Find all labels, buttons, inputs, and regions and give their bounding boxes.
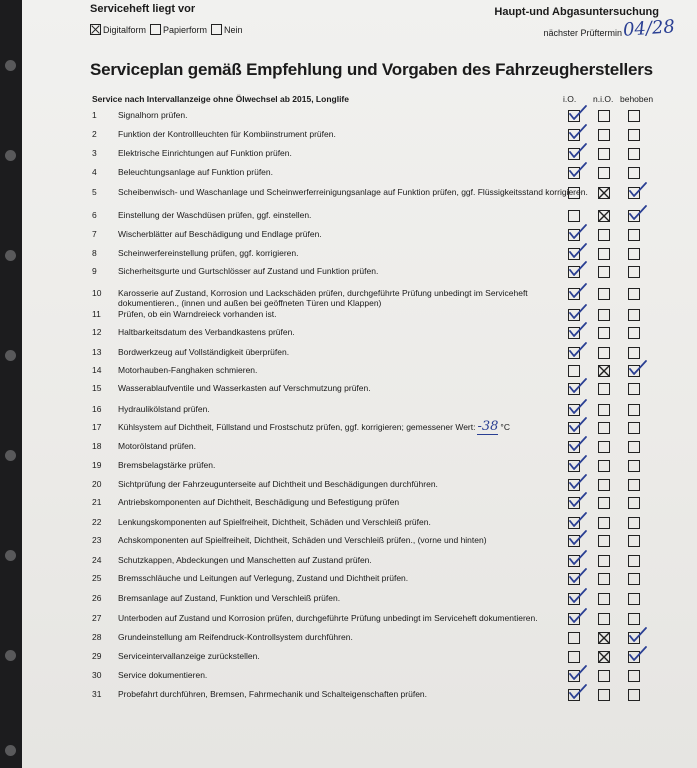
checkbox-ok[interactable] xyxy=(568,365,580,377)
checkmark-icon xyxy=(568,284,590,302)
checkmark-icon xyxy=(568,244,590,262)
item-number: 4 xyxy=(92,167,97,177)
item-text-label: Einstellung der Waschdüsen prüfen, ggf. einstellen. xyxy=(118,210,312,220)
checkmark-icon xyxy=(568,589,590,607)
checkbox-not-ok[interactable] xyxy=(598,148,610,160)
checkbox-ok[interactable] xyxy=(568,613,580,625)
item-number: 19 xyxy=(92,460,102,470)
checkbox-fixed[interactable] xyxy=(628,593,640,605)
item-text xyxy=(118,148,588,158)
item-number: 3 xyxy=(92,148,97,158)
checkmark-icon xyxy=(568,493,590,511)
item-text-label: Motorhauben-Fanghaken schmieren. xyxy=(118,365,258,375)
checkmark-icon xyxy=(568,418,590,436)
item-text xyxy=(118,229,588,239)
checkbox-not-ok[interactable] xyxy=(598,288,610,300)
item-number: 22 xyxy=(92,517,102,527)
checkmark-icon xyxy=(568,685,590,703)
checkmark-icon xyxy=(568,379,590,397)
item-number: 17 xyxy=(92,422,102,432)
item-text xyxy=(118,383,588,393)
cross-icon xyxy=(599,211,609,221)
checkbox-ok[interactable] xyxy=(568,535,580,547)
checkmark-icon xyxy=(628,628,650,646)
item-number: 8 xyxy=(92,248,97,258)
checkbox-not-ok[interactable] xyxy=(598,110,610,122)
item-text xyxy=(118,129,588,139)
checkbox-not-ok[interactable] xyxy=(598,479,610,491)
item-text-label: Schutzkappen, Abdeckungen und Manschetten auf Zustand prüfen. xyxy=(118,555,372,565)
item-text-label: Kühlsystem auf Dichtheit, Füllstand und Frostschutz prüfen, ggf. korrigieren; gemessener Wert: xyxy=(118,422,476,432)
checkbox-empty[interactable] xyxy=(150,24,161,35)
option-none[interactable]: Nein xyxy=(211,24,243,35)
item-text-label: Scheibenwisch- und Waschanlage und Scheinwerferreinigungsanlage auf Funktion prüfen, ggf. Flüssigkeitsstand korrigieren. xyxy=(118,187,588,197)
checkbox-not-ok[interactable] xyxy=(598,613,610,625)
checkmark-icon xyxy=(628,206,650,224)
item-text xyxy=(118,689,588,699)
checkbox-fixed[interactable] xyxy=(628,110,640,122)
item-text xyxy=(118,167,588,177)
checkbox-fixed[interactable] xyxy=(628,479,640,491)
item-text-label: Hydraulikölstand prüfen. xyxy=(118,404,210,414)
checkbox-fixed[interactable] xyxy=(628,365,640,377)
item-text xyxy=(118,404,588,414)
checkbox-fixed[interactable] xyxy=(628,441,640,453)
checkbox-not-ok[interactable] xyxy=(598,210,610,222)
service-book-heading: Serviceheft liegt vor xyxy=(90,3,196,15)
item-text-label: Funktion der Kontrollleuchten für Kombiinstrument prüfen. xyxy=(118,129,336,139)
item-number: 1 xyxy=(92,110,97,120)
checkbox-not-ok[interactable] xyxy=(598,327,610,339)
item-text xyxy=(118,517,588,527)
item-number: 15 xyxy=(92,383,102,393)
item-text-label: Scheinwerfereinstellung prüfen, ggf. korrigieren. xyxy=(118,248,299,258)
item-number: 13 xyxy=(92,347,102,357)
checkbox-ok[interactable] xyxy=(568,689,580,701)
item-number: 10 xyxy=(92,288,102,298)
checkbox-ok[interactable] xyxy=(568,309,580,321)
item-text xyxy=(118,497,588,507)
column-header-ok: i.O. xyxy=(563,94,577,104)
item-text-label: Sichtprüfung der Fahrzeugunterseite auf Dichtheit und Beschädigungen durchführen. xyxy=(118,479,438,489)
item-number: 2 xyxy=(92,129,97,139)
checkbox-ok[interactable] xyxy=(568,347,580,359)
checkbox-fixed[interactable] xyxy=(628,129,640,141)
checkbox-ok[interactable] xyxy=(568,441,580,453)
item-text xyxy=(118,248,588,258)
item-text xyxy=(118,266,588,276)
item-number: 11 xyxy=(92,309,101,319)
punch-hole xyxy=(5,450,16,461)
punch-hole xyxy=(5,745,16,756)
checkbox-not-ok[interactable] xyxy=(598,167,610,179)
checkbox-fixed[interactable] xyxy=(628,187,640,199)
item-text xyxy=(118,555,588,565)
coolant-value[interactable]: -38 xyxy=(477,419,499,434)
item-text-label: Motorölstand prüfen. xyxy=(118,441,196,451)
checkbox-fixed[interactable] xyxy=(628,689,640,701)
item-text xyxy=(118,573,588,583)
checkbox-not-ok[interactable] xyxy=(598,441,610,453)
checkbox-not-ok[interactable] xyxy=(598,309,610,321)
item-number: 9 xyxy=(92,266,97,276)
item-text-label: Unterboden auf Zustand und Korrosion prüfen, durchgeführte Prüfung unbedingt im Serviceheft dokumentieren. xyxy=(118,613,538,623)
item-text-label: Antriebskomponenten auf Dichtheit, Beschädigung und Befestigung prüfen xyxy=(118,497,400,507)
checkbox-ok[interactable] xyxy=(568,383,580,395)
checkbox-not-ok[interactable] xyxy=(598,187,610,199)
item-number: 26 xyxy=(92,593,102,603)
item-text-label: Beleuchtungsanlage auf Funktion prüfen. xyxy=(118,167,274,177)
checkbox-not-ok[interactable] xyxy=(598,593,610,605)
checkbox-ok[interactable] xyxy=(568,670,580,682)
service-book-options xyxy=(90,24,247,35)
checkmark-icon xyxy=(568,569,590,587)
main-inspection-heading: Haupt-und Abgasuntersuchung xyxy=(494,6,659,18)
punch-hole xyxy=(5,60,16,71)
checkbox-not-ok[interactable] xyxy=(598,383,610,395)
cross-icon xyxy=(599,633,609,643)
item-number: 24 xyxy=(92,555,102,565)
checkbox-fixed[interactable] xyxy=(628,167,640,179)
checkbox-not-ok[interactable] xyxy=(598,632,610,644)
column-header-fixed: behoben xyxy=(620,94,654,104)
item-number: 23 xyxy=(92,535,102,545)
item-number: 16 xyxy=(92,404,102,414)
coolant-unit: °C xyxy=(500,422,510,432)
checkbox-ok[interactable] xyxy=(568,248,580,260)
item-number: 27 xyxy=(92,613,102,623)
checkbox-ok[interactable] xyxy=(568,288,580,300)
item-number: 29 xyxy=(92,651,102,661)
item-number: 28 xyxy=(92,632,102,642)
item-text-label: Wischerblätter auf Beschädigung und Endlage prüfen. xyxy=(118,229,322,239)
checkbox-fixed[interactable] xyxy=(628,309,640,321)
checkbox-not-ok[interactable] xyxy=(598,422,610,434)
column-header-not-ok: n.i.O. xyxy=(593,94,614,104)
checkbox-ok[interactable] xyxy=(568,129,580,141)
checkbox-ok[interactable] xyxy=(568,327,580,339)
checkbox-fixed[interactable] xyxy=(628,229,640,241)
checkbox-ok[interactable] xyxy=(568,573,580,585)
checkmark-icon xyxy=(628,647,650,665)
checkbox-ok[interactable] xyxy=(568,632,580,644)
checkbox-ok[interactable] xyxy=(568,148,580,160)
punch-hole xyxy=(5,350,16,361)
item-number: 6 xyxy=(92,210,97,220)
item-text xyxy=(118,632,588,642)
checkbox-ok[interactable] xyxy=(568,266,580,278)
checkbox-not-ok[interactable] xyxy=(598,404,610,416)
checkbox-ok[interactable] xyxy=(568,229,580,241)
punch-hole xyxy=(5,150,16,161)
item-text xyxy=(118,288,588,308)
item-text xyxy=(118,110,588,120)
checkbox-fixed[interactable] xyxy=(628,460,640,472)
checkmark-icon xyxy=(628,183,650,201)
item-number: 12 xyxy=(92,327,102,337)
punch-hole xyxy=(5,250,16,261)
checkbox-fixed[interactable] xyxy=(628,613,640,625)
item-text xyxy=(118,187,588,197)
item-text xyxy=(118,419,588,434)
cross-icon xyxy=(599,366,609,376)
item-text xyxy=(118,479,588,489)
item-text-label: Sicherheitsgurte und Gurtschlösser auf Zustand und Funktion prüfen. xyxy=(118,266,379,276)
punch-hole xyxy=(5,550,16,561)
next-inspection-label: nächster Prüftermin xyxy=(543,28,622,38)
checkbox-not-ok[interactable] xyxy=(598,555,610,567)
checkbox-not-ok[interactable] xyxy=(598,535,610,547)
item-text-label: Probefahrt durchführen, Bremsen, Fahrmechanik und Schalteigenschaften prüfen. xyxy=(118,689,428,699)
checkmark-icon xyxy=(568,531,590,549)
checkbox-not-ok[interactable] xyxy=(598,365,610,377)
checkbox-not-ok[interactable] xyxy=(598,229,610,241)
checkmark-icon xyxy=(568,305,590,323)
cross-icon xyxy=(599,652,609,662)
checkmark-icon xyxy=(568,125,590,143)
item-text-label: Bremsbelagstärke prüfen. xyxy=(118,460,216,470)
item-text-label: Prüfen, ob ein Warndreieck vorhanden ist. xyxy=(118,309,277,319)
item-text xyxy=(118,347,588,357)
checkbox-fixed[interactable] xyxy=(628,266,640,278)
punch-hole xyxy=(5,650,16,661)
item-text xyxy=(118,365,588,375)
checkmark-icon xyxy=(568,456,590,474)
checkmark-icon xyxy=(568,513,590,531)
option-paper[interactable]: Papierform xyxy=(150,24,207,35)
next-inspection-date[interactable]: 04/28 xyxy=(622,16,676,41)
checkbox-not-ok[interactable] xyxy=(598,689,610,701)
checkbox-fixed[interactable] xyxy=(628,288,640,300)
checkmark-icon xyxy=(568,323,590,341)
checkbox-empty[interactable] xyxy=(211,24,222,35)
item-text xyxy=(118,535,588,545)
checkmark-icon xyxy=(568,262,590,280)
checkmark-icon xyxy=(568,163,590,181)
checkbox-checked[interactable] xyxy=(90,24,101,35)
checkmark-icon xyxy=(628,361,650,379)
checkbox-not-ok[interactable] xyxy=(598,248,610,260)
item-text-label: Wasserablaufventile und Wasserkasten auf Verschmutzung prüfen. xyxy=(118,383,371,393)
item-text-label: Bremsschläuche und Leitungen auf Verlegung, Zustand und Dichtheit prüfen. xyxy=(118,573,409,583)
checkmark-icon xyxy=(568,144,590,162)
cross-icon xyxy=(599,188,609,198)
checkbox-not-ok[interactable] xyxy=(598,517,610,529)
checkbox-ok[interactable] xyxy=(568,479,580,491)
item-number: 14 xyxy=(92,365,102,375)
item-text-label: Grundeinstellung am Reifendruck-Kontrollsystem durchführen. xyxy=(118,632,353,642)
checkbox-not-ok[interactable] xyxy=(598,266,610,278)
checkbox-ok[interactable] xyxy=(568,167,580,179)
item-text-label: Lenkungskomponenten auf Spielfreiheit, Dichtheit, Schäden und Verschleiß prüfen. xyxy=(118,517,431,527)
item-text xyxy=(118,670,588,680)
checkbox-fixed[interactable] xyxy=(628,210,640,222)
checkbox-ok[interactable] xyxy=(568,593,580,605)
service-sheet xyxy=(22,0,697,768)
item-text-label: Haltbarkeitsdatum des Verbandkastens prüfen. xyxy=(118,327,295,337)
item-text xyxy=(118,210,588,220)
checkbox-not-ok[interactable] xyxy=(598,651,610,663)
item-text xyxy=(118,460,588,470)
checkbox-ok[interactable] xyxy=(568,110,580,122)
item-text xyxy=(118,309,588,319)
item-number: 7 xyxy=(92,229,97,239)
checkmark-icon xyxy=(568,343,590,361)
item-number: 5 xyxy=(92,187,97,197)
checkbox-ok[interactable] xyxy=(568,460,580,472)
option-digital[interactable]: Digitalform xyxy=(90,24,146,35)
checkbox-fixed[interactable] xyxy=(628,670,640,682)
checkbox-not-ok[interactable] xyxy=(598,347,610,359)
checkbox-fixed[interactable] xyxy=(628,555,640,567)
checkbox-fixed[interactable] xyxy=(628,517,640,529)
checkmark-icon xyxy=(568,475,590,493)
checkmark-icon xyxy=(568,400,590,418)
item-text-label: Service dokumentieren. xyxy=(118,670,208,680)
checkbox-ok[interactable] xyxy=(568,210,580,222)
checkbox-ok[interactable] xyxy=(568,651,580,663)
checkbox-fixed[interactable] xyxy=(628,422,640,434)
checkbox-fixed[interactable] xyxy=(628,327,640,339)
checkbox-fixed[interactable] xyxy=(628,383,640,395)
checkbox-ok[interactable] xyxy=(568,404,580,416)
item-text xyxy=(118,651,588,661)
item-text xyxy=(118,613,588,623)
item-number: 21 xyxy=(92,497,102,507)
item-number: 18 xyxy=(92,441,102,451)
checkbox-fixed[interactable] xyxy=(628,632,640,644)
checkbox-ok[interactable] xyxy=(568,497,580,509)
checkbox-fixed[interactable] xyxy=(628,497,640,509)
item-text-label: Signalhorn prüfen. xyxy=(118,110,188,120)
checkbox-not-ok[interactable] xyxy=(598,670,610,682)
checkbox-not-ok[interactable] xyxy=(598,460,610,472)
binder-strip xyxy=(0,0,22,768)
item-text-label: Bremsanlage auf Zustand, Funktion und Verschleiß prüfen. xyxy=(118,593,341,603)
item-text-label: Bordwerkzeug auf Vollständigkeit überprüfen. xyxy=(118,347,290,357)
checkbox-fixed[interactable] xyxy=(628,248,640,260)
item-number: 20 xyxy=(92,479,102,489)
checkbox-fixed[interactable] xyxy=(628,651,640,663)
item-text xyxy=(118,441,588,451)
checkbox-fixed[interactable] xyxy=(628,347,640,359)
page-title: Serviceplan gemäß Empfehlung und Vorgaben des Fahrzeugherstellers xyxy=(90,60,653,79)
service-subheading: Service nach Intervallanzeige ohne Ölwechsel ab 2015, Longlife xyxy=(92,94,349,104)
checkmark-icon xyxy=(568,106,590,124)
checkbox-fixed[interactable] xyxy=(628,148,640,160)
item-text-label: Elektrische Einrichtungen auf Funktion prüfen. xyxy=(118,148,292,158)
checkbox-ok[interactable] xyxy=(568,422,580,434)
checkbox-not-ok[interactable] xyxy=(598,497,610,509)
checkmark-icon xyxy=(568,437,590,455)
checkmark-icon xyxy=(568,666,590,684)
checkbox-ok[interactable] xyxy=(568,187,580,199)
checkmark-icon xyxy=(568,609,590,627)
item-text xyxy=(118,593,588,603)
checkmark-icon xyxy=(568,225,590,243)
checkbox-ok[interactable] xyxy=(568,517,580,529)
checkbox-fixed[interactable] xyxy=(628,404,640,416)
checkbox-fixed[interactable] xyxy=(628,535,640,547)
checkbox-not-ok[interactable] xyxy=(598,129,610,141)
checkmark-icon xyxy=(568,551,590,569)
checkbox-fixed[interactable] xyxy=(628,573,640,585)
item-text-label: Karosserie auf Zustand, Korrosion und Lackschäden prüfen, durchgeführte Prüfung unbedingt im Serviceheft dokumentieren., (innen und außen bei geöffneten Türen und Klappen) xyxy=(118,288,528,308)
item-text-label: Achskomponenten auf Spielfreiheit, Dichtheit, Schäden und Verschleiß prüfen., (vorne und hinten) xyxy=(118,535,487,545)
checkbox-not-ok[interactable] xyxy=(598,573,610,585)
item-text-label: Serviceintervallanzeige zurückstellen. xyxy=(118,651,260,661)
item-text xyxy=(118,327,588,337)
checkbox-ok[interactable] xyxy=(568,555,580,567)
item-number: 25 xyxy=(92,573,102,583)
item-number: 30 xyxy=(92,670,102,680)
item-number: 31 xyxy=(92,689,102,699)
